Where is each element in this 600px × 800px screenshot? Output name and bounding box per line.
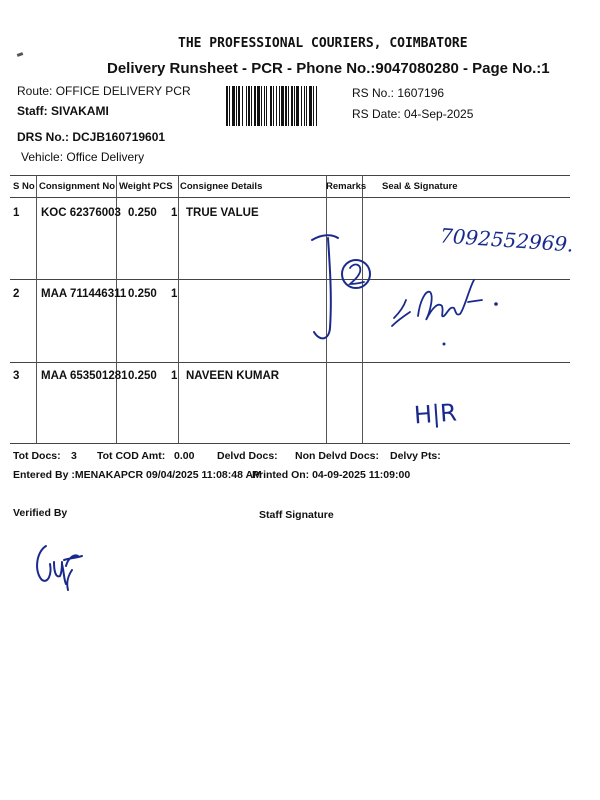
tot-cod-value: 0.00 — [174, 450, 195, 462]
route-label: Route: OFFICE DELIVERY PCR — [17, 84, 191, 98]
header-sno: S No — [13, 181, 35, 192]
row-3-weight: 0.250 — [128, 370, 157, 382]
row-1-pcs: 1 — [171, 207, 178, 219]
row-3-consignment: MAA 653501281 — [41, 370, 128, 382]
tot-docs-label: Tot Docs: — [13, 450, 61, 462]
handwritten-mark-j2 — [298, 228, 388, 348]
barcode — [226, 86, 348, 126]
row-2-line — [10, 362, 570, 363]
tot-cod-label: Tot COD Amt: — [97, 450, 166, 462]
row-3-consignee: NAVEEN KUMAR — [186, 370, 280, 382]
tot-docs-value: 3 — [71, 450, 77, 462]
header-remarks: Remarks — [326, 181, 367, 192]
drs-label: DRS No.: DCJB160719601 — [17, 130, 166, 144]
col-divider-consignment — [36, 175, 37, 443]
row-1-weight: 0.250 — [128, 207, 157, 219]
staff-label: Staff: SIVAKAMI — [17, 104, 109, 118]
handwritten-hr: H|R — [413, 398, 458, 430]
table-top-line — [10, 175, 570, 176]
staff-signature-label: Staff Signature — [259, 509, 334, 521]
table-header-line — [10, 197, 570, 198]
row-2-weight: 0.250 — [128, 288, 157, 300]
rs-date-label: RS Date: 04-Sep-2025 — [352, 107, 474, 121]
row-1-consignment: KOC 62376003 — [41, 207, 121, 219]
col-divider-consignee — [178, 175, 179, 443]
header-pcs: PCS — [153, 181, 173, 192]
delvy-pts-label: Delvy Pts: — [390, 450, 441, 462]
non-delvd-docs-label: Non Delvd Docs: — [295, 450, 380, 462]
header-weight: Weight — [119, 181, 151, 192]
header-consignee: Consignee Details — [180, 181, 263, 192]
handwritten-signature-row2 — [386, 272, 506, 352]
row-2-sno: 2 — [13, 288, 20, 300]
handwritten-phone: 7092552969. — [439, 223, 575, 257]
row-1-consignee: TRUE VALUE — [186, 207, 259, 219]
row-2-consignment: MAA 711446311 — [41, 288, 127, 300]
entered-by: Entered By :MENAKAPCR 09/04/2025 11:08:48 AM — [13, 469, 262, 481]
company-title: THE PROFESSIONAL COURIERS, COIMBATORE — [178, 36, 468, 51]
delvd-docs-label: Delvd Docs: — [217, 450, 278, 462]
row-3-pcs: 1 — [171, 370, 178, 382]
verifier-signature — [28, 536, 88, 596]
vehicle-label: Vehicle: Office Delivery — [21, 150, 145, 164]
header-seal: Seal & Signature — [382, 181, 458, 192]
row-1-sno: 1 — [13, 207, 20, 219]
header-consignment: Consignment No — [39, 181, 115, 192]
runsheet-title: Delivery Runsheet - PCR - Phone No.:9047080280 - Page No.:1 — [107, 60, 550, 77]
scan-mark — [17, 52, 24, 57]
rs-no-label: RS No.: 1607196 — [352, 86, 445, 100]
verified-by-label: Verified By — [13, 507, 68, 519]
table-bottom-line — [10, 443, 570, 444]
row-3-sno: 3 — [13, 370, 20, 382]
row-2-pcs: 1 — [171, 288, 178, 300]
printed-on: Printed On: 04-09-2025 11:09:00 — [252, 469, 411, 481]
